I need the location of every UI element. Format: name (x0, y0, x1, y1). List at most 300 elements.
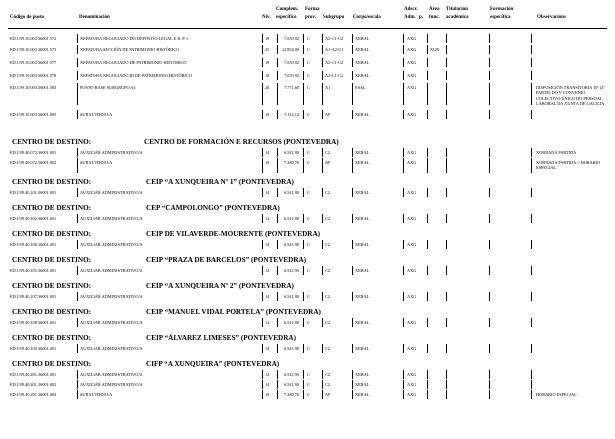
cell-nivel: 10 (265, 392, 270, 397)
cell-adscr: AXG (407, 320, 417, 325)
column-divider (277, 58, 278, 67)
cell-subgrupo: C2 (325, 372, 331, 377)
cell-subgrupo: C2 (325, 346, 331, 351)
header-forma: Forma (305, 7, 320, 12)
column-divider (352, 240, 353, 249)
cell-nivel: 18 (265, 36, 270, 41)
cell-codigo: ED.C99.40.102.36001.001 (10, 216, 57, 221)
column-divider (531, 110, 532, 119)
column-divider (427, 34, 428, 43)
column-divider (303, 214, 304, 223)
column-divider (403, 214, 404, 223)
column-divider (277, 344, 278, 353)
column-divider (262, 45, 263, 54)
column-divider (303, 266, 304, 275)
cell-denominacion: XEFATURA SECCIÓN DE PATRIMONIO HISTÓRICO (80, 47, 180, 52)
cell-complemento: 6.541,90 (283, 294, 299, 299)
column-divider (303, 188, 304, 197)
column-divider (277, 240, 278, 249)
column-divider (446, 83, 447, 105)
cell-forma: C (307, 73, 310, 78)
cell-complemento: 7.380,76 (283, 392, 299, 397)
column-divider (277, 390, 278, 399)
column-divider (446, 214, 447, 223)
column-divider (403, 318, 404, 327)
column-divider (262, 390, 263, 399)
column-divider (352, 380, 353, 389)
cell-subgrupo: C2 (325, 216, 331, 221)
column-divider (531, 158, 532, 173)
column-divider (352, 83, 353, 105)
cell-adscr: AXG (407, 73, 417, 78)
cell-adscr: AXG (407, 190, 417, 195)
cell-adscr: AXG (407, 47, 417, 52)
cell-corpo: XERAL (355, 294, 370, 299)
cell-subgrupo: AP (325, 392, 331, 397)
column-divider (489, 370, 490, 379)
cell-codigo: ED.C99.10.003.36001.578 (10, 73, 57, 78)
column-divider (489, 292, 490, 301)
column-divider (77, 292, 78, 301)
cell-corpo: XERAL (355, 190, 370, 195)
center-name: CEIP DE VILAVERDE-MOURENTE (PONTEVEDRA) (146, 230, 321, 238)
cell-complemento: 6.541,90 (283, 242, 299, 247)
cell-denominacion: AUXILIAR ADMINISTRATIVO/A (80, 294, 143, 299)
column-divider (262, 58, 263, 67)
column-divider (446, 71, 447, 80)
cell-adscr: AXG (407, 346, 417, 351)
column-divider (427, 344, 428, 353)
header-codigo: Código de posto (10, 15, 45, 20)
column-divider (77, 188, 78, 197)
cell-complemento: 7.380,76 (283, 160, 299, 165)
column-divider (322, 266, 323, 275)
column-divider (403, 380, 404, 389)
column-divider (403, 344, 404, 353)
column-divider (403, 148, 404, 157)
column-divider (277, 214, 278, 223)
column-divider (277, 34, 278, 43)
cell-codigo: ED.C99.40.108.36001.001 (10, 320, 57, 325)
cell-complemento: 6.541,90 (283, 320, 299, 325)
cell-corpo: XERAL (355, 320, 370, 325)
cell-corpo: ESAL (355, 85, 366, 90)
column-divider (322, 71, 323, 80)
cell-subgrupo: A2-C1-C2 (325, 60, 344, 65)
cell-adscr: AXG (407, 36, 417, 41)
column-divider (446, 390, 447, 399)
column-divider (352, 370, 353, 379)
column-divider (352, 188, 353, 197)
column-divider (277, 380, 278, 389)
cell-nivel: 25 (265, 47, 270, 52)
column-divider (427, 240, 428, 249)
column-divider (77, 214, 78, 223)
cell-codigo: ED.C99.40.201.36001.004 (10, 392, 57, 397)
cell-complemento: 6.541,90 (283, 346, 299, 351)
cell-adscr: AXG (407, 294, 417, 299)
column-divider (277, 188, 278, 197)
header-adscr: Adscr. (404, 7, 418, 12)
header-academica: académica (446, 15, 469, 20)
column-divider (403, 390, 404, 399)
column-divider (427, 318, 428, 327)
column-divider (403, 110, 404, 119)
cell-nivel: 14 (265, 190, 270, 195)
column-divider (531, 240, 532, 249)
column-divider (531, 58, 532, 67)
column-divider (403, 34, 404, 43)
cell-adscr: AXG (407, 372, 417, 377)
cell-corpo: XERAL (355, 346, 370, 351)
column-divider (303, 292, 304, 301)
column-divider (303, 110, 304, 119)
cell-adscr: AXG (407, 268, 417, 273)
cell-forma: C (307, 112, 310, 117)
cell-corpo: XERAL (355, 216, 370, 221)
cell-denominacion: AUXILIAR ADMINISTRATIVO/A (80, 216, 143, 221)
column-divider (531, 370, 532, 379)
column-divider (277, 45, 278, 54)
cell-nivel: 14 (265, 382, 270, 387)
cell-complemento: 6.541,90 (283, 190, 299, 195)
cell-codigo: ED.C99.40.201.36001.001 (10, 372, 57, 377)
cell-nivel: 14 (265, 216, 270, 221)
column-divider (322, 240, 323, 249)
column-divider (277, 266, 278, 275)
column-divider (352, 266, 353, 275)
column-divider (303, 34, 304, 43)
cell-subgrupo: A2-C1-C2 (325, 73, 344, 78)
cell-complemento: 6.541,90 (283, 150, 299, 155)
column-divider (277, 370, 278, 379)
cell-codigo: ED.C99.10.003.36001.605 (10, 112, 57, 117)
column-divider (446, 58, 447, 67)
column-divider (427, 380, 428, 389)
cell-complemento: 7.771,60 (283, 85, 299, 90)
column-divider (262, 71, 263, 80)
column-divider (262, 158, 263, 173)
column-divider (531, 34, 532, 43)
header-p: p. (419, 15, 424, 20)
column-divider (277, 71, 278, 80)
column-divider (352, 58, 353, 67)
column-divider (262, 292, 263, 301)
column-divider (77, 158, 78, 173)
column-divider (262, 344, 263, 353)
column-divider (77, 148, 78, 157)
cell-denominacion: SUBALTERNO/A (80, 112, 113, 117)
cell-denominacion: XEFATURA NEGOCIADO III DE PATRIMONIO HISTÓRICO (80, 73, 192, 78)
cell-forma: C (307, 320, 310, 325)
cell-observacions: DISPOSICIÓN TRANSITORIA 10ª (2º PARTE) DO V CONVENIO COLECTIVO ÚNICO DO PERSOAL LABORAL DA XUNTA DE GALICIA. (536, 85, 606, 106)
column-divider (322, 158, 323, 173)
column-divider (489, 58, 490, 67)
cell-denominacion: AUXILIAR ADMINISTRATIVO/A (80, 372, 143, 377)
column-divider (322, 110, 323, 119)
column-divider (277, 148, 278, 157)
column-divider (403, 58, 404, 67)
column-divider (77, 390, 78, 399)
column-divider (352, 390, 353, 399)
cell-subgrupo: C2 (325, 382, 331, 387)
column-divider (322, 58, 323, 67)
column-divider (446, 370, 447, 379)
column-divider (531, 45, 532, 54)
column-divider (427, 158, 428, 173)
center-label: CENTRO DE DESTINO: (12, 178, 92, 186)
column-divider (352, 34, 353, 43)
cell-codigo: ED.C99.40.101.36001.001 (10, 190, 57, 195)
header-denominacion: Denominación (79, 15, 110, 20)
cell-codigo: ED.C99.10.003.36001.575 (10, 47, 57, 52)
cell-subgrupo: A1-A2-C1 (325, 47, 344, 52)
column-divider (489, 318, 490, 327)
cell-subgrupo: C2 (325, 320, 331, 325)
column-divider (489, 380, 490, 389)
column-divider (446, 45, 447, 54)
column-divider (446, 266, 447, 275)
cell-observacions: XORNADA PARTIDA // HORARIO ESPECIAL (536, 160, 601, 171)
cell-denominacion: AUXILIAR ADMINISTRATIVO/A (80, 346, 143, 351)
cell-forma: C (307, 216, 310, 221)
cell-adscr: AXG (407, 382, 417, 387)
header-nivel: Niv. (262, 15, 271, 20)
cell-adscr: AXG (407, 392, 417, 397)
column-divider (77, 370, 78, 379)
cell-forma: C (307, 160, 310, 165)
column-divider (322, 45, 323, 54)
cell-corpo: XERAL (355, 392, 370, 397)
column-divider (427, 390, 428, 399)
cell-corpo: XERAL (355, 112, 370, 117)
column-divider (303, 344, 304, 353)
cell-adscr: AXG (407, 150, 417, 155)
cell-forma: C (307, 382, 310, 387)
column-divider (489, 214, 490, 223)
header-area: Área (429, 7, 440, 12)
column-divider (303, 158, 304, 173)
cell-subgrupo: C2 (325, 242, 331, 247)
cell-corpo: XERAL (355, 160, 370, 165)
column-divider (277, 158, 278, 173)
cell-nivel: 14 (265, 346, 270, 351)
column-divider (77, 380, 78, 389)
column-divider (489, 158, 490, 173)
cell-nivel: 14 (265, 320, 270, 325)
column-divider (322, 370, 323, 379)
column-divider (262, 240, 263, 249)
column-divider (403, 266, 404, 275)
column-divider (77, 71, 78, 80)
column-divider (427, 214, 428, 223)
cell-nivel: 18 (265, 60, 270, 65)
cell-forma: C (307, 36, 310, 41)
header-subgrupo: Subgrupo (323, 15, 345, 20)
column-divider (262, 214, 263, 223)
cell-subgrupo: AP (325, 112, 331, 117)
column-divider (489, 45, 490, 54)
header-divider (8, 28, 607, 29)
column-divider (303, 58, 304, 67)
column-divider (489, 71, 490, 80)
column-divider (77, 318, 78, 327)
column-divider (303, 240, 304, 249)
column-divider (262, 110, 263, 119)
cell-denominacion: XEFATURA NEGOCIADO DO DEPÓSITO LEGAL E R. P. I. (80, 36, 189, 41)
cell-denominacion: AUXILIAR ADMINISTRATIVO/A (80, 242, 143, 247)
column-divider (262, 266, 263, 275)
cell-nivel: 10 (265, 112, 270, 117)
cell-nivel: 14 (265, 372, 270, 377)
cell-subgrupo: C2 (325, 294, 331, 299)
cell-forma: C (307, 60, 310, 65)
column-divider (352, 148, 353, 157)
cell-complemento: 6.541,90 (283, 372, 299, 377)
cell-nivel: 10 (265, 160, 270, 165)
column-divider (446, 110, 447, 119)
cell-adscr: AXG (407, 85, 417, 90)
column-divider (489, 266, 490, 275)
cell-observacions: XORNADA PARTIDA (536, 150, 577, 155)
cell-denominacion: AUXILIAR ADMINISTRATIVO/A (80, 268, 143, 273)
header-complemento: Complem. (276, 7, 299, 12)
column-divider (352, 158, 353, 173)
cell-subgrupo: C2 (325, 268, 331, 273)
cell-subgrupo: A1 (325, 85, 331, 90)
column-divider (427, 148, 428, 157)
column-divider (77, 240, 78, 249)
cell-complemento: 7.059,92 (283, 73, 299, 78)
column-divider (322, 34, 323, 43)
cell-codigo: ED.C99.10.003.36001.572 (10, 36, 57, 41)
center-name: CENTRO DE FORMACIÓN E RECURSOS (PONTEVEDRA) (144, 138, 339, 146)
column-divider (446, 380, 447, 389)
header-observacions: Observacións (537, 15, 566, 20)
column-divider (352, 292, 353, 301)
cell-denominacion: XEFATURA NEGOCIADO DE PATRIMONIO HISTÓRICO (80, 60, 187, 65)
cell-codigo: ED.C99.40.106.36001.001 (10, 242, 57, 247)
column-divider (322, 83, 323, 105)
cell-forma: C (307, 47, 310, 52)
column-divider (427, 188, 428, 197)
column-divider (322, 318, 323, 327)
column-divider (277, 110, 278, 119)
column-divider (352, 71, 353, 80)
cell-nivel: 14 (265, 150, 270, 155)
column-divider (303, 380, 304, 389)
cell-nivel: 18 (265, 73, 270, 78)
column-divider (303, 71, 304, 80)
cell-forma: C (307, 242, 310, 247)
column-divider (303, 390, 304, 399)
cell-codigo: ED.C99.40.105.36001.001 (10, 268, 57, 273)
column-divider (77, 34, 78, 43)
column-divider (303, 370, 304, 379)
column-divider (403, 370, 404, 379)
header-adm: Adm. (404, 15, 416, 20)
center-label: CENTRO DE DESTINO: (12, 360, 92, 368)
column-divider (489, 188, 490, 197)
column-divider (403, 45, 404, 54)
column-divider (427, 83, 428, 105)
cell-codigo: ED.C99.40.107.36001.001 (10, 294, 57, 299)
cell-forma: C (307, 372, 310, 377)
center-label: CENTRO DE DESTINO: (12, 282, 92, 290)
cell-denominacion: AUXILIAR ADMINISTRATIVO/A (80, 150, 143, 155)
column-divider (77, 58, 78, 67)
column-divider (77, 344, 78, 353)
column-divider (446, 344, 447, 353)
column-divider (322, 214, 323, 223)
column-divider (403, 240, 404, 249)
cell-forma: C (307, 392, 310, 397)
column-divider (446, 318, 447, 327)
cell-denominacion: SUBALTERNO/A (80, 160, 113, 165)
column-divider (352, 214, 353, 223)
column-divider (403, 158, 404, 173)
cell-corpo: XERAL (355, 268, 370, 273)
column-divider (446, 188, 447, 197)
cell-nivel: 14 (265, 294, 270, 299)
center-label: CENTRO DE DESTINO: (12, 230, 92, 238)
cell-adscr: AXG (407, 112, 417, 117)
cell-complemento: 7.059,92 (283, 36, 299, 41)
cell-corpo: XERAL (355, 36, 370, 41)
cell-subgrupo: C2 (325, 150, 331, 155)
cell-codigo: ED.C99.40.072.36001.002 (10, 160, 57, 165)
column-divider (427, 370, 428, 379)
column-divider (446, 148, 447, 157)
cell-nivel: 14 (265, 268, 270, 273)
column-divider (427, 58, 428, 67)
column-divider (531, 344, 532, 353)
column-divider (427, 110, 428, 119)
column-divider (303, 45, 304, 54)
header-titulacion: Titulación (446, 7, 468, 12)
cell-denominacion: AUXILIAR ADMINISTRATIVO/A (80, 382, 143, 387)
column-divider (531, 148, 532, 157)
column-divider (531, 214, 532, 223)
column-divider (489, 34, 490, 43)
column-divider (322, 292, 323, 301)
center-name: CEP “CAMPOLONGO” (PONTEVEDRA) (146, 204, 280, 212)
header-formacion: Formación (490, 7, 514, 12)
cell-subgrupo: A2-C1-C2 (325, 36, 344, 41)
cell-complemento: 6.541,90 (283, 268, 299, 273)
cell-codigo: ED.C99.10.003.36001.583 (10, 85, 57, 90)
column-divider (303, 83, 304, 105)
center-name: CEIP “PRAZA DE BARCELOS” (PONTEVEDRA) (146, 256, 307, 264)
cell-adscr: AXG (407, 216, 417, 221)
cell-subgrupo: AP (325, 160, 331, 165)
column-divider (531, 292, 532, 301)
cell-adscr: AXG (407, 60, 417, 65)
column-divider (303, 318, 304, 327)
column-divider (446, 34, 447, 43)
column-divider (277, 292, 278, 301)
column-divider (262, 34, 263, 43)
cell-complemento: 6.541,90 (283, 216, 299, 221)
cell-area: XUR (430, 47, 440, 52)
cell-denominacion: AUXILIAR ADMINISTRATIVO/A (80, 190, 143, 195)
column-divider (303, 148, 304, 157)
header-provision: prov. (305, 15, 316, 20)
column-divider (352, 110, 353, 119)
cell-nivel: 20 (265, 85, 270, 90)
cell-corpo: XERAL (355, 242, 370, 247)
header-func: func. (429, 15, 440, 20)
